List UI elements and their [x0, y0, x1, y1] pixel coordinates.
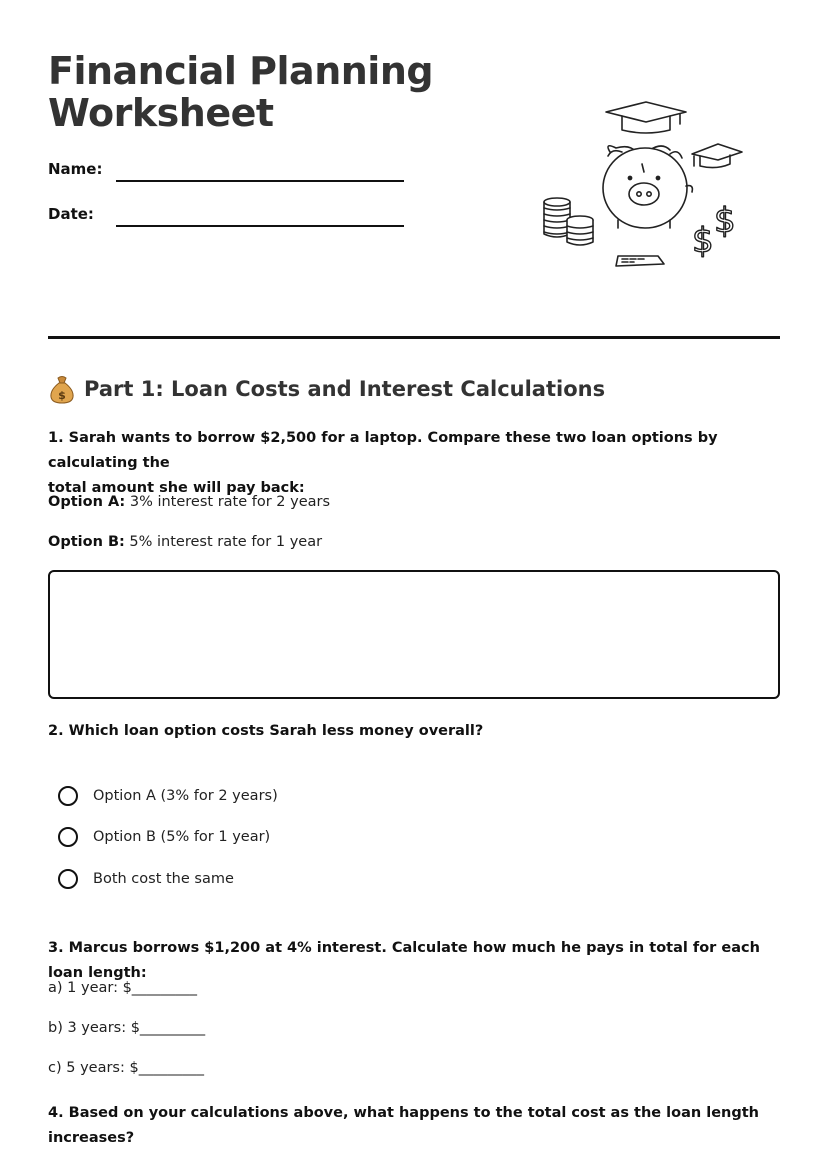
title-line-2: Worksheet — [48, 91, 274, 135]
q3-part-a[interactable]: a) 1 year: $_________ — [48, 980, 198, 996]
question-1-line-1: 1. Sarah wants to borrow $2,500 for a laptop. Compare these two loan options by calculating the — [48, 430, 718, 471]
option-a-text: 3% interest rate for 2 years — [125, 494, 331, 510]
question-4: 4. Based on your calculations above, what happens to the total cost as the loan length increases? — [48, 1105, 760, 1146]
credit-card-icon — [616, 256, 664, 266]
name-line[interactable] — [116, 180, 404, 182]
radio-circle[interactable] — [58, 869, 78, 889]
part1-heading-text: Part 1: Loan Costs and Interest Calculations — [84, 377, 606, 401]
svg-text:$: $ — [58, 389, 66, 402]
option-a-line — [48, 494, 330, 510]
option-b-label: Option B: — [48, 534, 125, 550]
radio-option-a[interactable] — [58, 784, 278, 808]
option-a-label: Option A: — [48, 494, 126, 510]
q3-part-b[interactable]: b) 3 years: $_________ — [48, 1020, 206, 1036]
part1-heading — [48, 372, 605, 406]
question-1 — [48, 426, 780, 501]
title-line-1: Financial Planning — [48, 49, 434, 93]
question-2: 2. Which loan option costs Sarah less money overall? — [48, 723, 484, 739]
radio-option-same[interactable] — [58, 867, 234, 891]
money-bag-icon — [48, 374, 76, 404]
dollar-sign-icon — [692, 201, 736, 261]
graduation-cap-icon — [692, 144, 742, 168]
finance-illustration — [530, 92, 760, 274]
question-1-line-2: total amount she will pay back: — [48, 480, 305, 496]
name-field-row — [48, 160, 408, 184]
date-field-row — [48, 205, 408, 229]
option-b-text: 5% interest rate for 1 year — [124, 534, 323, 550]
date-line[interactable] — [116, 225, 404, 227]
coin-stack-icon — [544, 198, 593, 245]
svg-text:$: $ — [714, 201, 736, 241]
option-b-line — [48, 534, 322, 550]
piggy-bank-icon — [603, 146, 692, 228]
q3-part-c[interactable]: c) 5 years: $_________ — [48, 1060, 204, 1076]
radio-circle[interactable] — [58, 786, 78, 806]
name-label: Name: — [48, 160, 103, 178]
graduation-cap-icon — [606, 102, 686, 133]
radio-label: Both cost the same — [93, 871, 234, 887]
radio-label: Option A (3% for 2 years) — [93, 788, 278, 804]
svg-text:$: $ — [692, 221, 714, 261]
section-divider — [48, 336, 780, 339]
worksheet-title — [48, 50, 433, 134]
radio-circle[interactable] — [58, 827, 78, 847]
q1-answer-box[interactable] — [48, 570, 780, 699]
question-3: 3. Marcus borrows $1,200 at 4% interest. Calculate how much he pays in total for each loan length: — [48, 940, 760, 981]
radio-label: Option B (5% for 1 year) — [93, 829, 271, 845]
radio-option-b[interactable] — [58, 825, 270, 849]
date-label: Date: — [48, 205, 94, 223]
